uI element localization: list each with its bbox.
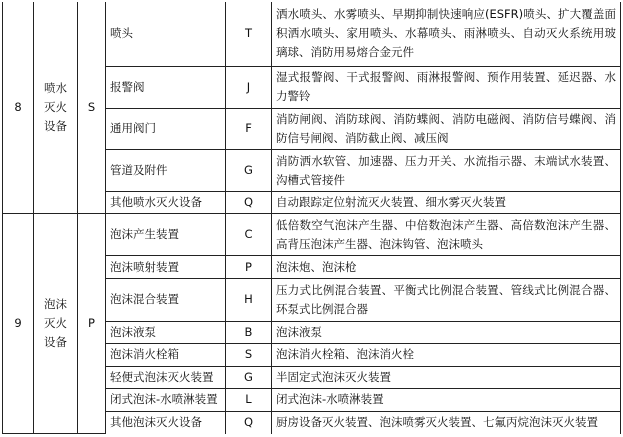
item-code: T <box>226 2 272 66</box>
item-name: 泡沫混合装置 <box>106 278 226 321</box>
item-code: L <box>226 389 272 411</box>
item-code: J <box>226 66 272 108</box>
item-name: 通用阀门 <box>106 108 226 150</box>
group-number: 9 <box>3 213 34 433</box>
item-code: Q <box>226 411 272 434</box>
item-name: 喷头 <box>106 2 226 66</box>
group-code: S <box>78 2 106 213</box>
item-code: S <box>226 344 272 366</box>
group-code: P <box>78 213 106 433</box>
table-row <box>3 2 621 66</box>
group-number: 8 <box>3 2 34 213</box>
item-description: 泡沫液泵 <box>272 321 621 343</box>
group-name: 喷水 灭火 设备 <box>34 2 78 213</box>
item-name: 其他喷水灭火设备 <box>106 192 226 213</box>
item-code: H <box>226 278 272 321</box>
equipment-code-table <box>2 2 621 434</box>
item-description: 自动跟踪定位射流灭火装置、细水雾灭火装置 <box>272 192 621 213</box>
item-description: 洒水喷头、水雾喷头、早期抑制快速响应(ESFR)喷头、扩大覆盖面积洒水喷头、家用喷头、水幕喷头、雨淋喷头、自动灭火系统用玻璃球、消防用易熔合金元件 <box>272 2 621 66</box>
item-name: 报警阀 <box>106 66 226 108</box>
table-row <box>3 213 621 256</box>
item-description: 泡沫炮、泡沫枪 <box>272 256 621 278</box>
item-description: 消防洒水软管、加速器、压力开关、水流指示器、末端试水装置、沟槽式管接件 <box>272 150 621 192</box>
item-description: 压力式比例混合装置、平衡式比例混合装置、管线式比例混合器、环泵式比例混合器 <box>272 278 621 321</box>
item-description: 泡沫消火栓箱、泡沫消火栓 <box>272 344 621 366</box>
item-code: P <box>226 256 272 278</box>
item-description: 闭式泡沫-水喷淋装置 <box>272 389 621 411</box>
group-name: 泡沫 灭火 设备 <box>34 213 78 433</box>
item-description: 消防闸阀、消防球阀、消防蝶阀、消防电磁阀、消防信号蝶阀、消防信号闸阀、消防截止阀、减压阀 <box>272 108 621 150</box>
item-description: 低倍数空气泡沫产生器、中倍数泡沫产生器、高倍数泡沫产生器、高背压泡沫产生器、泡沫钩管、泡沫喷头 <box>272 213 621 256</box>
item-name: 泡沫喷射装置 <box>106 256 226 278</box>
item-code: Q <box>226 192 272 213</box>
item-name: 闭式泡沫-水喷淋装置 <box>106 389 226 411</box>
item-description: 厨房设备灭火装置、泡沫喷雾灭火装置、七氟丙烷泡沫灭火装置 <box>272 411 621 434</box>
item-code: G <box>226 150 272 192</box>
item-name: 泡沫消火栓箱 <box>106 344 226 366</box>
item-name: 泡沫液泵 <box>106 321 226 343</box>
item-name: 其他泡沫灭火设备 <box>106 411 226 434</box>
item-code: C <box>226 213 272 256</box>
item-code: F <box>226 108 272 150</box>
item-name: 管道及附件 <box>106 150 226 192</box>
item-name: 轻便式泡沫灭火装置 <box>106 366 226 388</box>
item-code: B <box>226 321 272 343</box>
item-description: 半固定式泡沫灭火装置 <box>272 366 621 388</box>
item-code: G <box>226 366 272 388</box>
item-description: 湿式报警阀、干式报警阀、雨淋报警阀、预作用装置、延迟器、水力警铃 <box>272 66 621 108</box>
item-name: 泡沫产生装置 <box>106 213 226 256</box>
